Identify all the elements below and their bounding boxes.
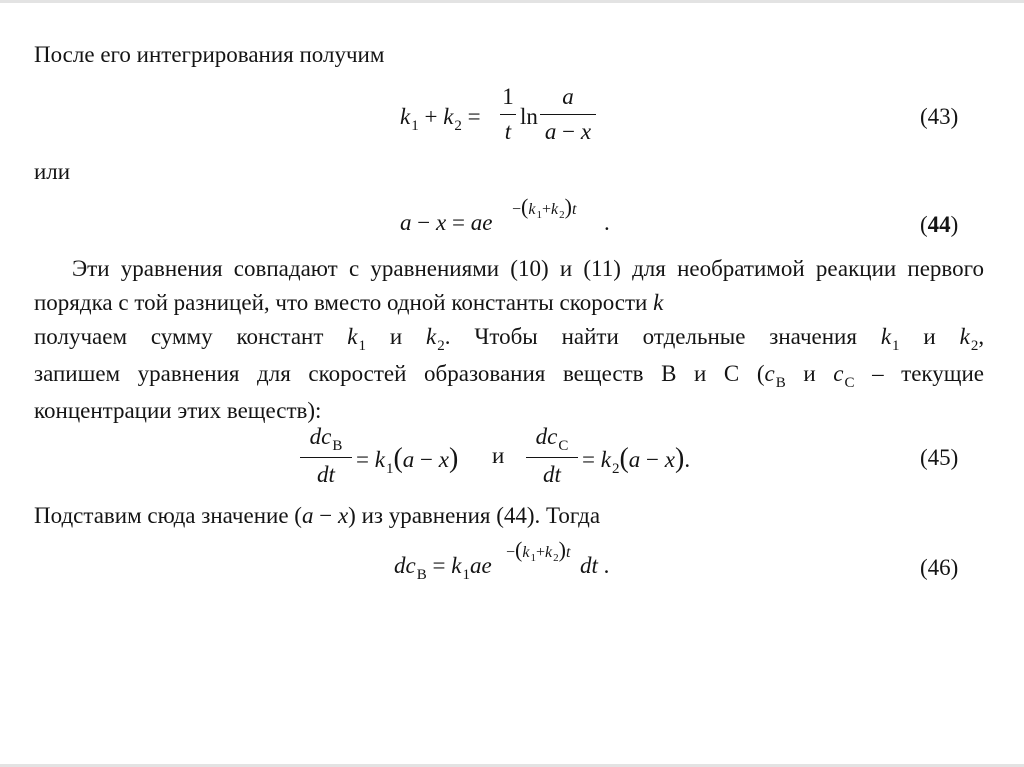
equation-43: $k_1 + k_2$ = 1 t ln a a − x [400, 84, 600, 154]
text-substitute: Подставим сюда значение (a − x) из уравнения (44). Тогда [34, 503, 601, 528]
top-border [0, 0, 1024, 3]
paragraph-main [34, 252, 984, 428]
paragraph-sentence: Эти уравнения совпадают с уравнениями (10) и (11) для необратимой реакции первого порядка с той разницей, что вместо одной константы скорости k [34, 256, 984, 315]
text-after-integration: После его интегрирования получим [34, 42, 385, 67]
text-or: или [34, 159, 71, 184]
equation-45: $dc_B$ dt = $k_1(a - x)$ и $dc_C$ dt = $k_2(a - x)$. [300, 424, 720, 494]
equation-46: $dc_B = k_1ae$ $-(k_1+k_2)t$ dt . [394, 537, 610, 583]
paragraph-line-concentrations: концентрации этих веществ): [34, 398, 322, 423]
paragraph-line-sum: получаем сумму констант $k_1$ и $k_2$. Чтобы найти отдельные значения $k_1$ и $k_2$, [34, 324, 985, 354]
equation-46-number: (46) [920, 555, 959, 580]
equation-43-number: (43) [920, 104, 959, 129]
equation-44-number: (44) [920, 212, 959, 237]
equation-45-number: (45) [920, 445, 959, 470]
equation-44: a − x = ae $-(k_1+k_2)t$ . [400, 194, 610, 235]
paragraph-line-rates: запишем уравнения для скоростей образования веществ В и С ($c_B$ и $c_C$ – текущие [34, 361, 985, 391]
